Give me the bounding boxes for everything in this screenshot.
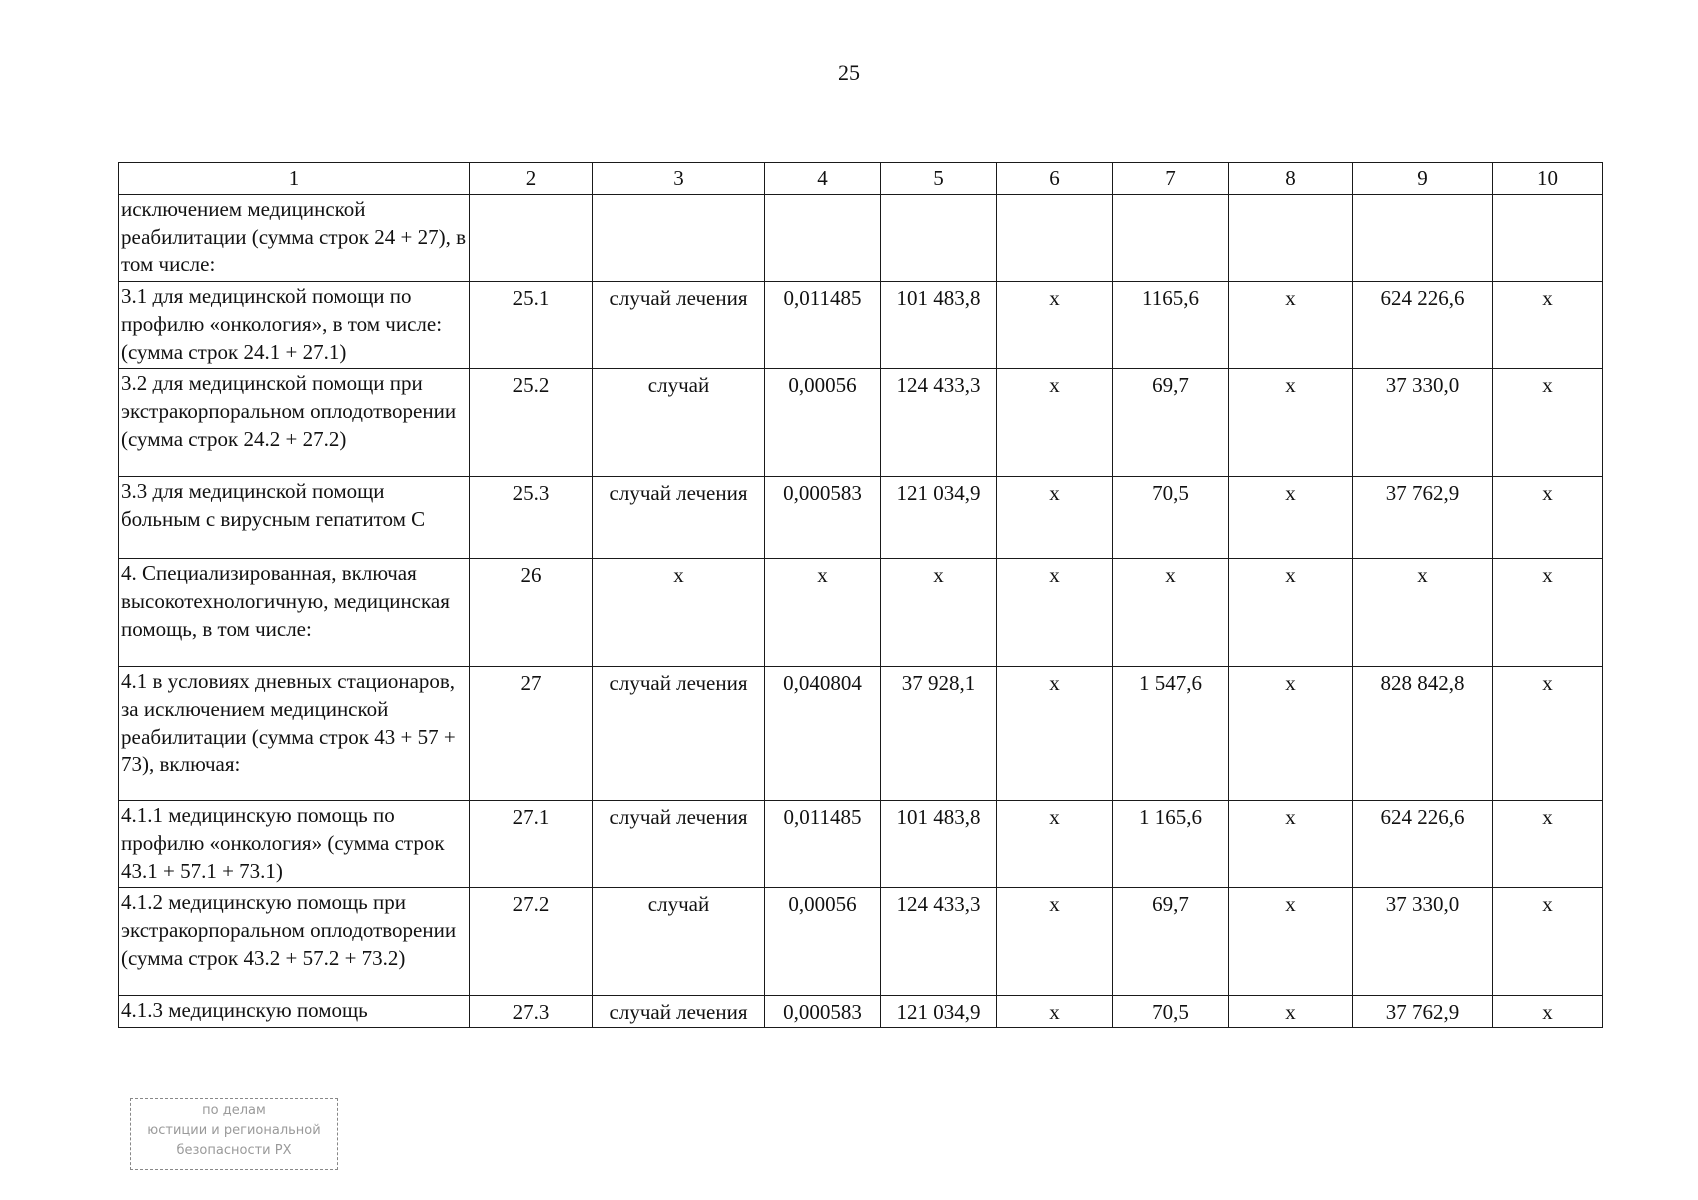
- table-cell: 37 762,9: [1353, 477, 1493, 559]
- row-description-cell: 3.3 для медицинской помощи больным с вирусным гепатитом С: [119, 477, 470, 559]
- header-cell: 4: [765, 163, 881, 195]
- table-cell: x: [1493, 559, 1603, 667]
- table-cell: 1 547,6: [1113, 667, 1229, 801]
- table-cell: x: [1229, 282, 1353, 369]
- stamp-line: безопасности РХ: [176, 1143, 292, 1158]
- header-cell: 7: [1113, 163, 1229, 195]
- table-cell: 624 226,6: [1353, 801, 1493, 888]
- table-cell: 0,000583: [765, 477, 881, 559]
- table-row: [119, 801, 1603, 888]
- table-cell: 121 034,9: [881, 996, 997, 1028]
- row-description-cell: 4.1.1 медицинскую помощь по профилю «онкология» (сумма строк 43.1 + 57.1 + 73.1): [119, 801, 470, 888]
- table-cell: 25.1: [470, 282, 593, 369]
- table-cell: 27: [470, 667, 593, 801]
- row-description-cell: 4.1.3 медицинскую помощь: [119, 996, 470, 1028]
- table-cell: x: [997, 888, 1113, 996]
- table-cell: x: [1229, 801, 1353, 888]
- table-cell: 37 762,9: [1353, 996, 1493, 1028]
- table-cell: x: [997, 477, 1113, 559]
- table-cell: [1493, 195, 1603, 282]
- table-cell: 0,000583: [765, 996, 881, 1028]
- table-cell: x: [1493, 477, 1603, 559]
- header-cell: 5: [881, 163, 997, 195]
- table-cell: [593, 195, 765, 282]
- table-cell: случай лечения: [593, 996, 765, 1028]
- table-cell: 70,5: [1113, 996, 1229, 1028]
- table-cell: 37 330,0: [1353, 369, 1493, 477]
- table-cell: 69,7: [1113, 369, 1229, 477]
- table-row: [119, 996, 1603, 1028]
- table-cell: x: [765, 559, 881, 667]
- header-cell: 2: [470, 163, 593, 195]
- table-cell: случай лечения: [593, 801, 765, 888]
- table-cell: x: [1229, 369, 1353, 477]
- table-cell: 25.2: [470, 369, 593, 477]
- header-cell: 6: [997, 163, 1113, 195]
- table-cell: 0,00056: [765, 369, 881, 477]
- row-description-cell: 4. Специализированная, включая высокотехнологичную, медицинская помощь, в том числе:: [119, 559, 470, 667]
- table-cell: x: [881, 559, 997, 667]
- table-cell: x: [1353, 559, 1493, 667]
- table-cell: x: [1493, 996, 1603, 1028]
- table-cell: x: [1493, 801, 1603, 888]
- table-cell: 101 483,8: [881, 801, 997, 888]
- row-description-cell: 3.1 для медицинской помощи по профилю «онкология», в том числе: (сумма строк 24.1 + 27.1): [119, 282, 470, 369]
- table-cell: 0,00056: [765, 888, 881, 996]
- table-cell: случай: [593, 369, 765, 477]
- row-description-cell: исключением медицинской реабилитации (сумма строк 24 + 27), в том числе:: [119, 195, 470, 282]
- registration-stamp: [130, 1098, 338, 1170]
- header-cell: 8: [1229, 163, 1353, 195]
- table-cell: случай лечения: [593, 667, 765, 801]
- table-cell: x: [1229, 477, 1353, 559]
- table-cell: 27.3: [470, 996, 593, 1028]
- table-row: [119, 667, 1603, 801]
- table-cell: 828 842,8: [1353, 667, 1493, 801]
- table-cell: 69,7: [1113, 888, 1229, 996]
- table-row: [119, 369, 1603, 477]
- table-row: [119, 888, 1603, 996]
- data-table: [118, 162, 1603, 1028]
- table-cell: x: [1113, 559, 1229, 667]
- table-cell: x: [997, 996, 1113, 1028]
- table-cell: 26: [470, 559, 593, 667]
- table-row: [119, 195, 1603, 282]
- table-cell: [765, 195, 881, 282]
- table-header-row: [119, 163, 1603, 195]
- table-cell: 70,5: [1113, 477, 1229, 559]
- table-cell: x: [1493, 888, 1603, 996]
- table-row: [119, 282, 1603, 369]
- table-cell: случай: [593, 888, 765, 996]
- table-cell: 124 433,3: [881, 369, 997, 477]
- row-description-cell: 4.1.2 медицинскую помощь при экстракорпоральном оплодотворении (сумма строк 43.2 + 57.2 + 73.2): [119, 888, 470, 996]
- table-cell: случай лечения: [593, 477, 765, 559]
- table-cell: [1229, 195, 1353, 282]
- page-number: 25: [838, 60, 860, 85]
- table-cell: 25.3: [470, 477, 593, 559]
- table-cell: [881, 195, 997, 282]
- table-cell: x: [1493, 667, 1603, 801]
- table-row: [119, 477, 1603, 559]
- table-cell: 1165,6: [1113, 282, 1229, 369]
- header-cell: 3: [593, 163, 765, 195]
- table-cell: x: [997, 667, 1113, 801]
- table-cell: 0,011485: [765, 282, 881, 369]
- table-cell: 0,040804: [765, 667, 881, 801]
- table-cell: x: [1229, 996, 1353, 1028]
- header-cell: 1: [119, 163, 470, 195]
- table-cell: x: [997, 801, 1113, 888]
- table-cell: 37 330,0: [1353, 888, 1493, 996]
- row-description-cell: 3.2 для медицинской помощи при экстракорпоральном оплодотворении (сумма строк 24.2 + 27.2): [119, 369, 470, 477]
- table-cell: 121 034,9: [881, 477, 997, 559]
- header-cell: 10: [1493, 163, 1603, 195]
- header-cell: 9: [1353, 163, 1493, 195]
- row-description-cell: 4.1 в условиях дневных стационаров, за исключением медицинской реабилитации (сумма строк 43 + 57 + 73), включая:: [119, 667, 470, 801]
- table-row: [119, 559, 1603, 667]
- table-cell: x: [997, 282, 1113, 369]
- table-cell: x: [593, 559, 765, 667]
- table-cell: x: [997, 369, 1113, 477]
- table-cell: x: [1229, 888, 1353, 996]
- table-cell: x: [1229, 667, 1353, 801]
- table-cell: 37 928,1: [881, 667, 997, 801]
- table-cell: x: [997, 559, 1113, 667]
- table-cell: [997, 195, 1113, 282]
- table-cell: x: [1229, 559, 1353, 667]
- table-cell: 27.2: [470, 888, 593, 996]
- table-cell: 624 226,6: [1353, 282, 1493, 369]
- table-cell: 27.1: [470, 801, 593, 888]
- table-cell: [470, 195, 593, 282]
- table-cell: 0,011485: [765, 801, 881, 888]
- stamp-line: по делам: [202, 1103, 266, 1118]
- table-cell: 1 165,6: [1113, 801, 1229, 888]
- table-cell: x: [1493, 282, 1603, 369]
- stamp-line: юстиции и региональной: [147, 1123, 321, 1138]
- table-cell: 101 483,8: [881, 282, 997, 369]
- table-cell: [1353, 195, 1493, 282]
- table-cell: случай лечения: [593, 282, 765, 369]
- table-cell: [1113, 195, 1229, 282]
- table-cell: 124 433,3: [881, 888, 997, 996]
- table-cell: x: [1493, 369, 1603, 477]
